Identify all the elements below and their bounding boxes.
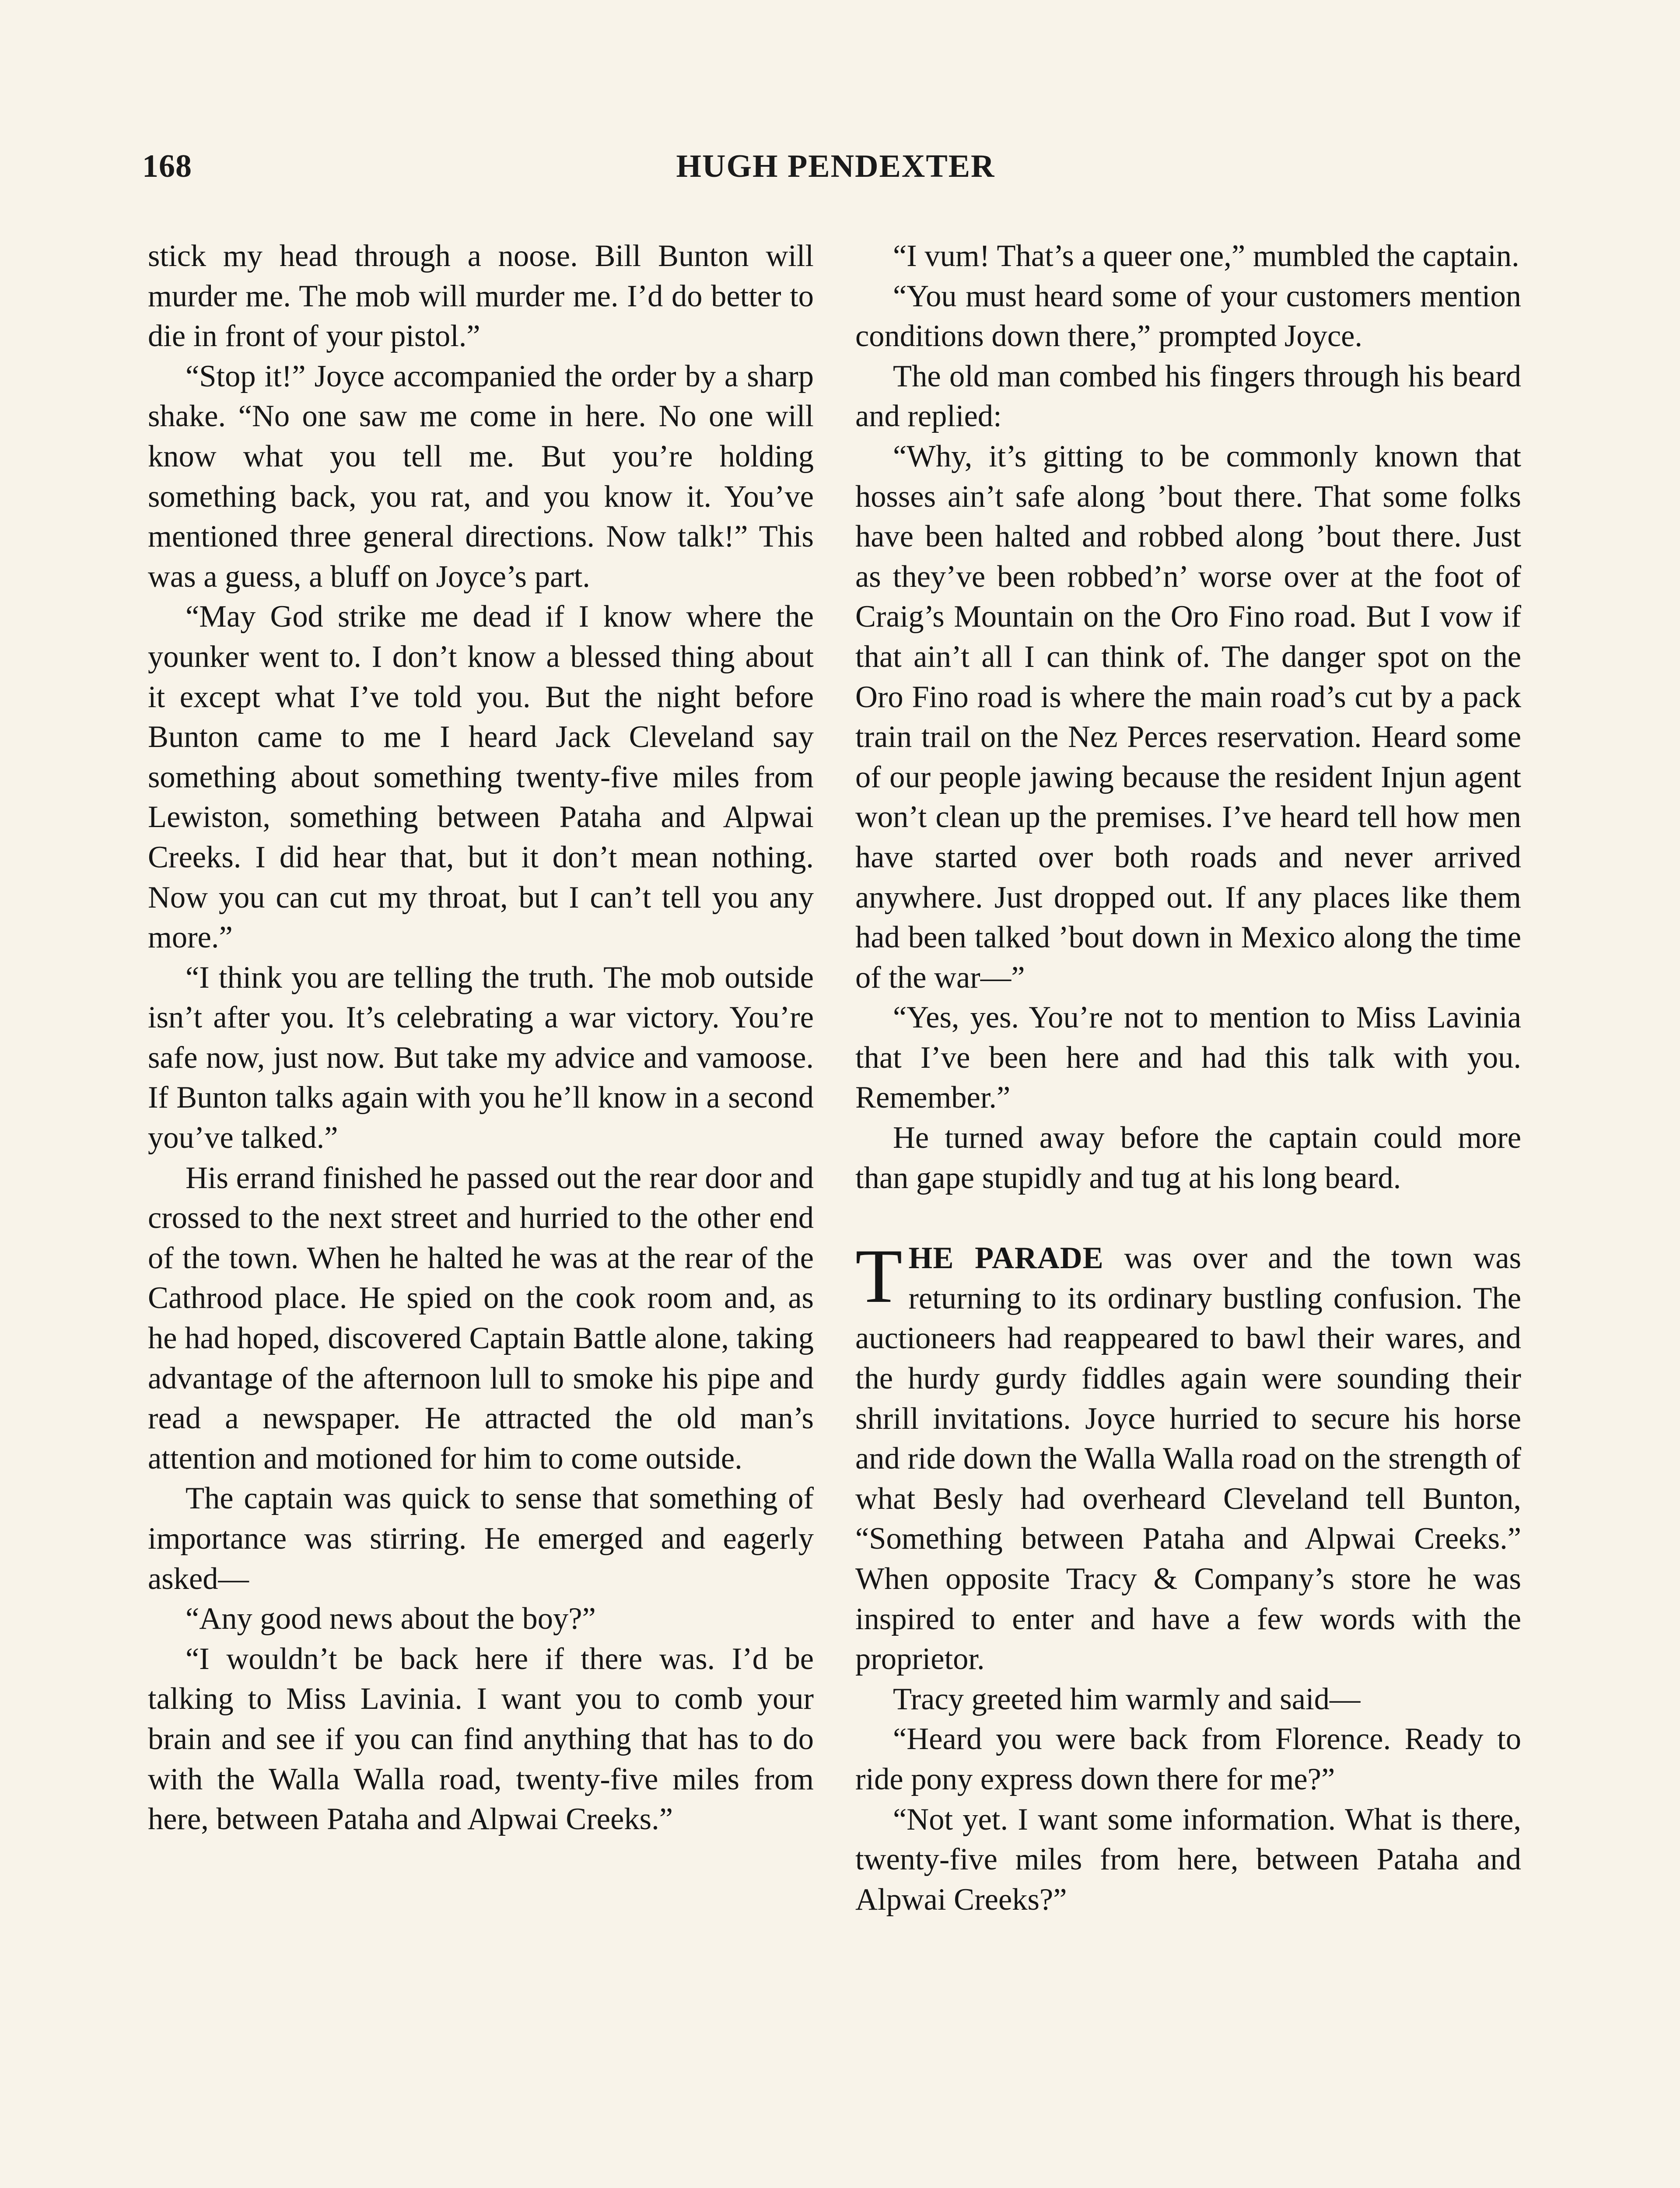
left-text-column <box>148 236 814 1840</box>
paragraph: “Stop it!” Joyce accompanied the order by a sharp shake. “No one saw me come in here. No one will know what you tell me. But you’re holding something back, you rat, and you know it. You’ve mentioned three general directions. Now talk!” This was a guess, a bluff on Joyce’s part. <box>148 359 814 594</box>
paragraph: “Heard you were back from Florence. Ready to ride pony express down there for me?” <box>855 1722 1521 1796</box>
section-break <box>855 1198 1521 1238</box>
paragraph: “May God strike me dead if I know where the younker went to. I don’t know a blessed thing about it except what I’ve told you. But the night before Bunton came to me I heard Jack Cleveland say something about something twenty-five miles from Lewiston, something between Pataha and Alpwai Creeks. I did hear that, but it don’t mean nothing. Now you can cut my throat, but I can’t tell you any more.” <box>148 600 814 955</box>
running-title: HUGH PENDEXTER <box>676 148 995 184</box>
paragraph: Tracy greeted him warmly and said— <box>893 1682 1361 1716</box>
paragraph: stick my head through a noose. Bill Bunton will murder me. The mob will murder me. I’d do better to die in front of your pistol.” <box>148 239 814 354</box>
lead-in-caps: HE PARADE <box>908 1241 1104 1276</box>
paragraph-text: was over and the town was returning to its ordinary bustling confusion. The auctioneers had reappeared to bawl their wares, and the hurdy gurdy fiddles again were sounding their shrill invitations. Joyce hurried to secure his horse and ride down the Walla Walla road on the strength of what Besly had overheard Cleveland tell Bunton, “Something between Pataha and Alpwai Creeks.” When opposite Tracy & Company’s store he was inspired to enter and have a few words with the proprietor. <box>855 1241 1522 1676</box>
paragraph: The captain was quick to sense that something of importance was stirring. He emerged and eagerly asked— <box>148 1481 814 1596</box>
section-opening-paragraph <box>855 1234 1522 1680</box>
drop-cap: T <box>855 1234 903 1319</box>
paragraph: “Why, it’s gitting to be commonly known that hosses ain’t safe along ’bout there. That some folks have been halted and robbed along ’bout there. Just as they’ve been robbed’n’ worse over at the foot of Craig’s Mountain on the Oro Fino road. But I vow if that ain’t all I can think of. The danger spot on the Oro Fino road is where the main road’s cut by a pack train trail on the Nez Perces reservation. Heard some of our people jawing because the resident Injun agent won’t clean up the premises. I’ve heard tell how men have started over both roads and never arrived anywhere. Just dropped out. If any places like them had been talked ’bout down in Mexico along the time of the war—” <box>855 439 1521 995</box>
paragraph: His errand finished he passed out the rear door and crossed to the next street and hurried to the other end of the town. When he halted he was at the rear of the Cathrood place. He spied on the cook room and, as he had hoped, discovered Captain Battle alone, taking advantage of the afternoon lull to smoke his pipe and read a newspaper. He attracted the old man’s attention and motioned for him to come outside. <box>148 1161 814 1476</box>
paragraph: “I wouldn’t be back here if there was. I’d be talking to Miss Lavinia. I want you to comb your brain and see if you can find anything that has to do with the Walla Walla road, twenty-five miles from here, between Pataha and Alpwai Creeks.” <box>148 1641 814 1837</box>
paragraph: The old man combed his fingers through his beard and replied: <box>855 359 1521 434</box>
paragraph: “I vum! That’s a queer one,” mumbled the captain. <box>893 239 1519 273</box>
paragraph: “Not yet. I want some information. What is there, twenty-five miles from here, between Pataha and Alpwai Creeks?” <box>855 1802 1521 1917</box>
paragraph: “Yes, yes. You’re not to mention to Miss Lavinia that I’ve been here and had this talk with you. Remember.” <box>855 1000 1521 1115</box>
right-text-column <box>855 236 1521 1920</box>
paragraph: “You must heard some of your customers mention conditions down there,” prompted Joyce. <box>855 279 1521 354</box>
page-header <box>142 148 1529 200</box>
paragraph: He turned away before the captain could more than gape stupidly and tug at his long beard. <box>855 1121 1521 1195</box>
paragraph: “I think you are telling the truth. The mob outside isn’t after you. It’s celebrating a war victory. You’re safe now, just now. But take my advice and vamoose. If Bunton talks again with you he’ll know in a second you’ve talked.” <box>148 960 814 1155</box>
paragraph: “Any good news about the boy?” <box>186 1602 596 1636</box>
page-number: 168 <box>142 148 192 184</box>
